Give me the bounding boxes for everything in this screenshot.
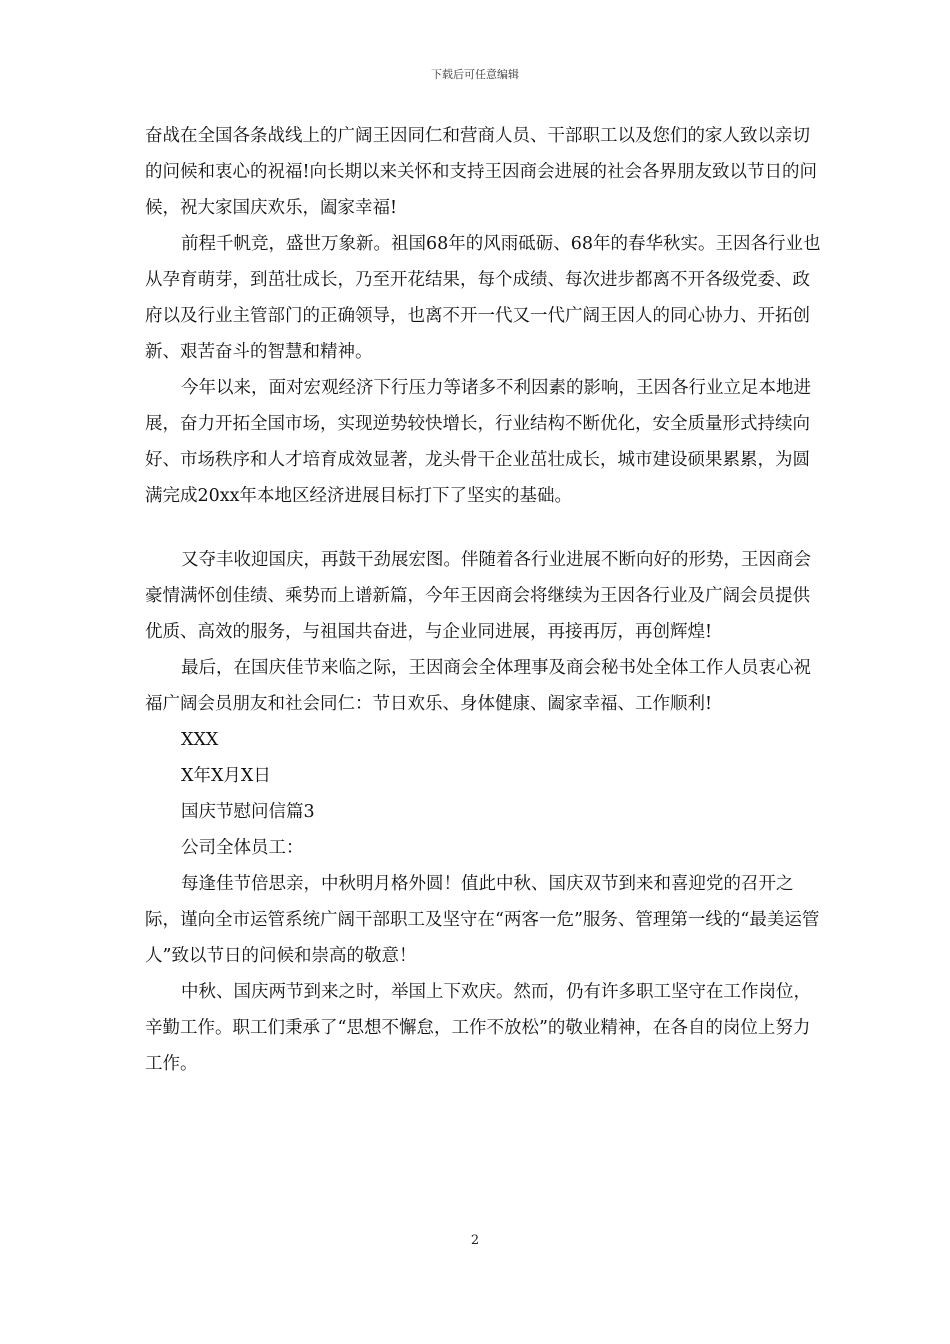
paragraph-prosperity: 前程千帆竞，盛世万象新。祖国68年的风雨砥砺、68年的春华秋实。王因各行业也从孕育萌芽，到茁壮成长，乃至开花结果，每个成绩、每次进步都离不开各级党委、政府以及行业主管部门的正确领导，也离不开一代又一代广阔王因人的同心协力、开拓创新、艰苦奋斗的智慧和精神。	[145, 234, 821, 362]
document-body	[145, 118, 825, 1082]
paragraph-harvest: 又夺丰收迎国庆，再鼓干劲展宏图。伴随着各行业进展不断向好的形势，王因商会豪情满怀创佳绩、乘势而上谱新篇，今年王因商会将继续为王因各行业及广阔会员提供优质、高效的服务，与祖国共奋进，与企业同进展，再接再厉，再创辉煌!	[145, 550, 811, 642]
paragraph-festival-greeting: 每逢佳节倍思亲，中秋明月格外圆！值此中秋、国庆双节到来和喜迎党的召开之际，谨向全市运管系统广阔干部职工及坚守在“两客一危”服务、管理第一线的“最美运管人”致以节日的问候和崇高的敬意！	[145, 874, 820, 966]
signature: XXX	[181, 730, 219, 750]
paragraph-closing-wishes: 最后，在国庆佳节来临之际，王因商会全体理事及商会秘书处全体工作人员衷心祝福广阔会员朋友和社会同仁：节日欢乐、身体健康、阖家幸福、工作顺利!	[145, 658, 811, 714]
paragraph-workers: 中秋、国庆两节到来之时，举国上下欢庆。然而，仍有许多职工坚守在工作岗位，辛勤工作。职工们秉承了“思想不懈怠，工作不放松”的敬业精神，在各自的岗位上努力工作。	[145, 982, 811, 1074]
page-header-note: 下载后可任意编辑	[431, 68, 519, 81]
salutation: 公司全体员工：	[181, 838, 304, 858]
section-title: 国庆节慰问信篇3	[181, 802, 315, 822]
page-number: 2	[470, 1233, 480, 1248]
paragraph-this-year: 今年以来，面对宏观经济下行压力等诸多不利因素的影响，王因各行业立足本地进展，奋力开拓全国市场，实现逆势较快增长，行业结构不断优化，安全质量形式持续向好、市场秩序和人才培育成效显著，龙头骨干企业茁壮成长，城市建设硕果累累，为圆满完成20xx年本地区经济进展目标打下了坚实的基础。	[145, 378, 811, 506]
date-line: X年X月X日	[181, 766, 271, 786]
paragraph-greeting-continued: 奋战在全国各条战线上的广阔王因同仁和营商人员、干部职工以及您们的家人致以亲切的问候和衷心的祝福!向长期以来关怀和支持王因商会进展的社会各界朋友致以节日的问候，祝大家国庆欢乐，阖家幸福!	[145, 126, 818, 218]
